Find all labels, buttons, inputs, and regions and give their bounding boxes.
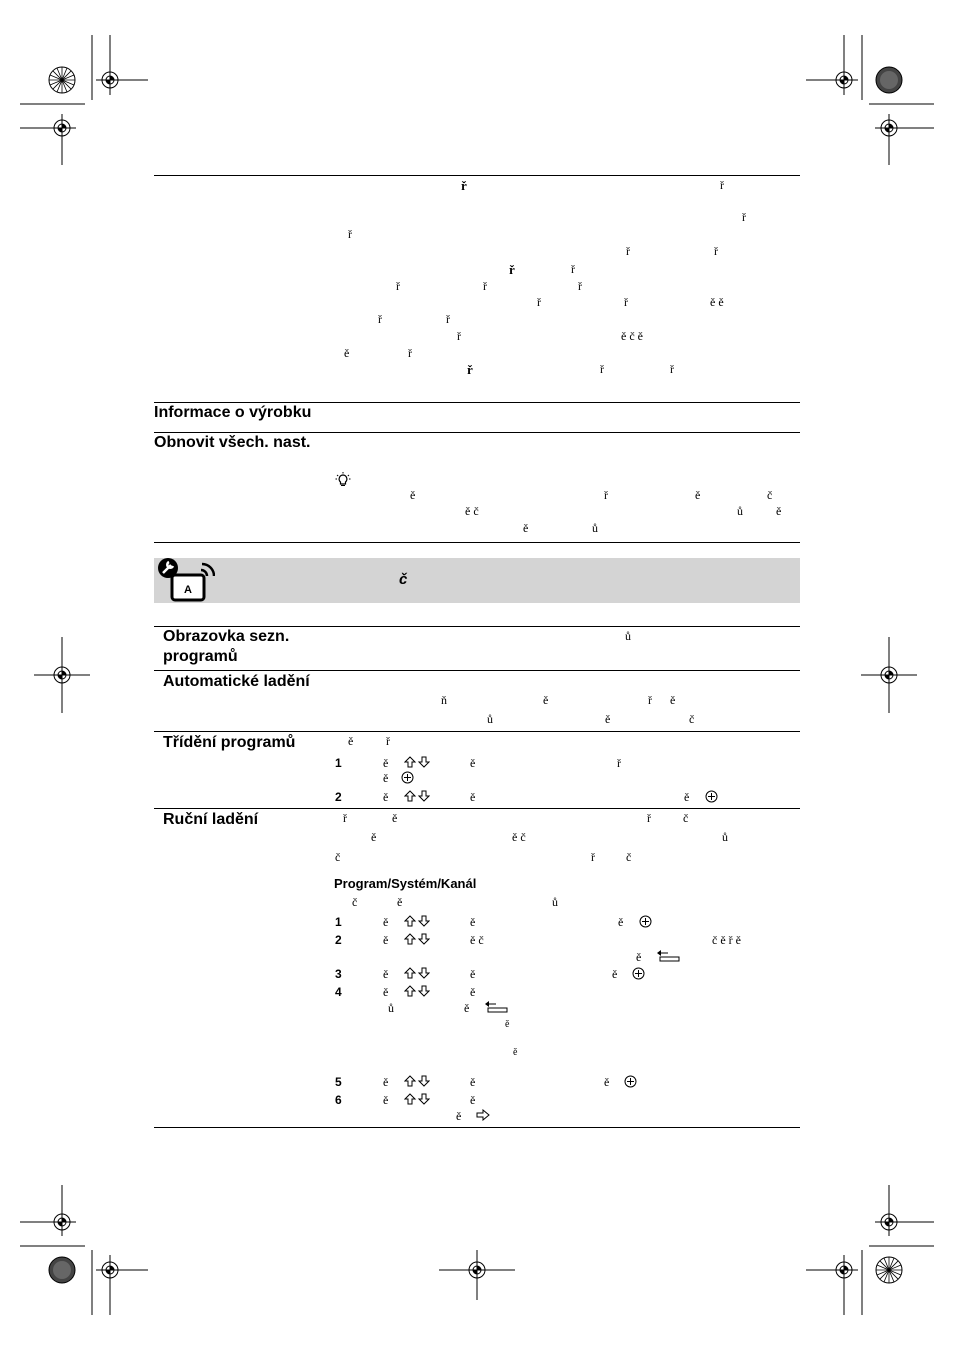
text-fragment: ř xyxy=(591,850,595,864)
step-number: 1 xyxy=(335,756,342,770)
up-down-arrow-icon xyxy=(404,967,430,979)
rule-reset-end xyxy=(154,542,800,543)
ok-circle-icon xyxy=(401,771,414,784)
text-fragment: ě xyxy=(383,756,389,770)
up-down-arrow-icon xyxy=(404,985,430,997)
text-fragment: ě xyxy=(470,985,476,999)
right-arrow-icon xyxy=(476,1109,490,1121)
text-fragment: ř xyxy=(446,312,450,326)
text-fragment: ř xyxy=(348,227,352,241)
text-fragment: ě xyxy=(456,1109,462,1123)
rule-manual xyxy=(154,808,800,809)
text-fragment: ě xyxy=(371,830,377,844)
text-fragment: ů xyxy=(625,629,631,643)
text-fragment: č ě ř ě xyxy=(712,933,741,947)
text-fragment: ě xyxy=(470,1093,476,1107)
step-number: 2 xyxy=(335,790,342,804)
text-fragment: ř xyxy=(509,262,515,277)
step-number: 4 xyxy=(335,985,342,999)
label-auto-tuning: Automatické ladění xyxy=(163,673,310,690)
rule-bottom xyxy=(154,1127,800,1128)
text-fragment: ě xyxy=(470,1075,476,1089)
text-fragment: ř xyxy=(343,811,347,825)
text-fragment: ě xyxy=(776,504,782,518)
text-fragment: ě xyxy=(392,811,398,825)
text-fragment: ě xyxy=(505,1019,510,1030)
text-fragment: ů xyxy=(722,830,728,844)
text-fragment: ě xyxy=(383,1093,389,1107)
text-fragment: ě xyxy=(344,346,350,360)
text-fragment: ě xyxy=(383,967,389,981)
text-fragment: ě xyxy=(383,771,389,785)
up-down-arrow-icon xyxy=(404,1093,430,1105)
text-fragment: ř xyxy=(467,362,473,377)
text-fragment: ě č xyxy=(465,504,479,518)
return-arrow-icon xyxy=(484,1001,508,1013)
text-fragment: ě xyxy=(612,967,618,981)
text-fragment: ř xyxy=(648,693,652,707)
text-fragment: č xyxy=(689,712,695,726)
text-fragment: ě xyxy=(410,488,416,502)
text-fragment: ě xyxy=(513,1047,518,1058)
text-fragment: ě xyxy=(636,950,642,964)
text-fragment: č xyxy=(335,850,341,864)
text-fragment: ř xyxy=(483,279,487,293)
label-sort-programs: Třídění programů xyxy=(163,734,296,751)
setup-wrench-icon xyxy=(157,557,215,603)
text-fragment: ů xyxy=(552,895,558,909)
label-program-list-line1: Obrazovka sezn. xyxy=(163,628,290,645)
step-number: 2 xyxy=(335,933,342,947)
text-fragment: ř xyxy=(408,346,412,360)
up-down-arrow-icon xyxy=(404,933,430,945)
text-fragment: ě xyxy=(684,790,690,804)
text-fragment: ě č ě xyxy=(621,329,643,343)
text-fragment: ř xyxy=(720,178,724,192)
text-fragment: ě xyxy=(695,488,701,502)
step-number: 1 xyxy=(335,915,342,929)
text-fragment: č xyxy=(683,811,689,825)
text-fragment: ř xyxy=(604,488,608,502)
text-fragment: č xyxy=(767,488,773,502)
rule-top xyxy=(154,175,800,176)
text-fragment: ů xyxy=(388,1001,394,1015)
band-title: č xyxy=(399,571,408,588)
text-fragment: ě xyxy=(470,915,476,929)
label-manual-tuning: Ruční ladění xyxy=(163,811,259,828)
text-fragment: ě č xyxy=(512,830,526,844)
text-fragment: ě ě xyxy=(710,295,724,309)
step-number: 3 xyxy=(335,967,342,981)
text-fragment: ě xyxy=(470,756,476,770)
rule-auto-tuning xyxy=(154,670,800,671)
text-fragment: ů xyxy=(487,712,493,726)
text-fragment: ě xyxy=(383,790,389,804)
text-fragment: ř xyxy=(537,295,541,309)
text-fragment: ě xyxy=(464,1001,470,1015)
text-fragment: ř xyxy=(396,279,400,293)
up-down-arrow-icon xyxy=(404,790,430,802)
ok-circle-icon xyxy=(624,1075,637,1088)
text-fragment: ě xyxy=(383,933,389,947)
up-down-arrow-icon xyxy=(404,915,430,927)
label-product-info: Informace o výrobku xyxy=(154,404,312,421)
step-number: 6 xyxy=(335,1093,342,1107)
text-fragment: ě xyxy=(618,915,624,929)
text-fragment: ř xyxy=(624,295,628,309)
text-fragment: ě xyxy=(383,915,389,929)
text-fragment: ř xyxy=(714,244,718,258)
manual-subheading: Program/Systém/Kanál xyxy=(334,876,477,891)
text-fragment: ů xyxy=(592,521,598,535)
text-fragment: ř xyxy=(742,210,746,224)
svg-text:A: A xyxy=(184,584,192,596)
text-fragment: ě xyxy=(604,1075,610,1089)
lightbulb-tip-icon xyxy=(335,472,351,488)
ok-circle-icon xyxy=(639,915,652,928)
text-fragment: ě xyxy=(605,712,611,726)
rule-sort xyxy=(154,731,800,732)
text-fragment: ě xyxy=(397,895,403,909)
text-fragment: ř xyxy=(378,312,382,326)
text-fragment: ř xyxy=(457,329,461,343)
step-number: 5 xyxy=(335,1075,342,1089)
text-fragment: č xyxy=(352,895,358,909)
text-fragment: ě č xyxy=(470,933,484,947)
up-down-arrow-icon xyxy=(404,1075,430,1087)
text-fragment: ř xyxy=(461,178,467,193)
text-fragment: ů xyxy=(737,504,743,518)
text-fragment: ě xyxy=(670,693,676,707)
text-fragment: ň xyxy=(441,693,447,707)
text-fragment: ř xyxy=(626,244,630,258)
text-fragment: ř xyxy=(386,734,390,748)
text-fragment: ř xyxy=(571,262,575,276)
text-fragment: ě xyxy=(348,734,354,748)
text-fragment: č xyxy=(626,850,632,864)
text-fragment: ě xyxy=(383,985,389,999)
text-fragment: ř xyxy=(600,362,604,376)
text-fragment: ř xyxy=(617,756,621,770)
text-fragment: ě xyxy=(470,790,476,804)
ok-circle-icon xyxy=(632,967,645,980)
label-reset-all: Obnovit všech. nast. xyxy=(154,434,311,451)
text-fragment: ř xyxy=(670,362,674,376)
up-down-arrow-icon xyxy=(404,756,430,768)
ok-circle-icon xyxy=(705,790,718,803)
return-arrow-icon xyxy=(656,950,680,962)
setup-section-band xyxy=(154,558,800,603)
label-program-list xyxy=(163,627,289,667)
label-program-list-line2: programů xyxy=(163,648,238,665)
text-fragment: ě xyxy=(543,693,549,707)
text-fragment: ř xyxy=(578,279,582,293)
text-fragment: ř xyxy=(647,811,651,825)
text-fragment: ě xyxy=(523,521,529,535)
text-fragment: ě xyxy=(470,967,476,981)
text-fragment: ě xyxy=(383,1075,389,1089)
